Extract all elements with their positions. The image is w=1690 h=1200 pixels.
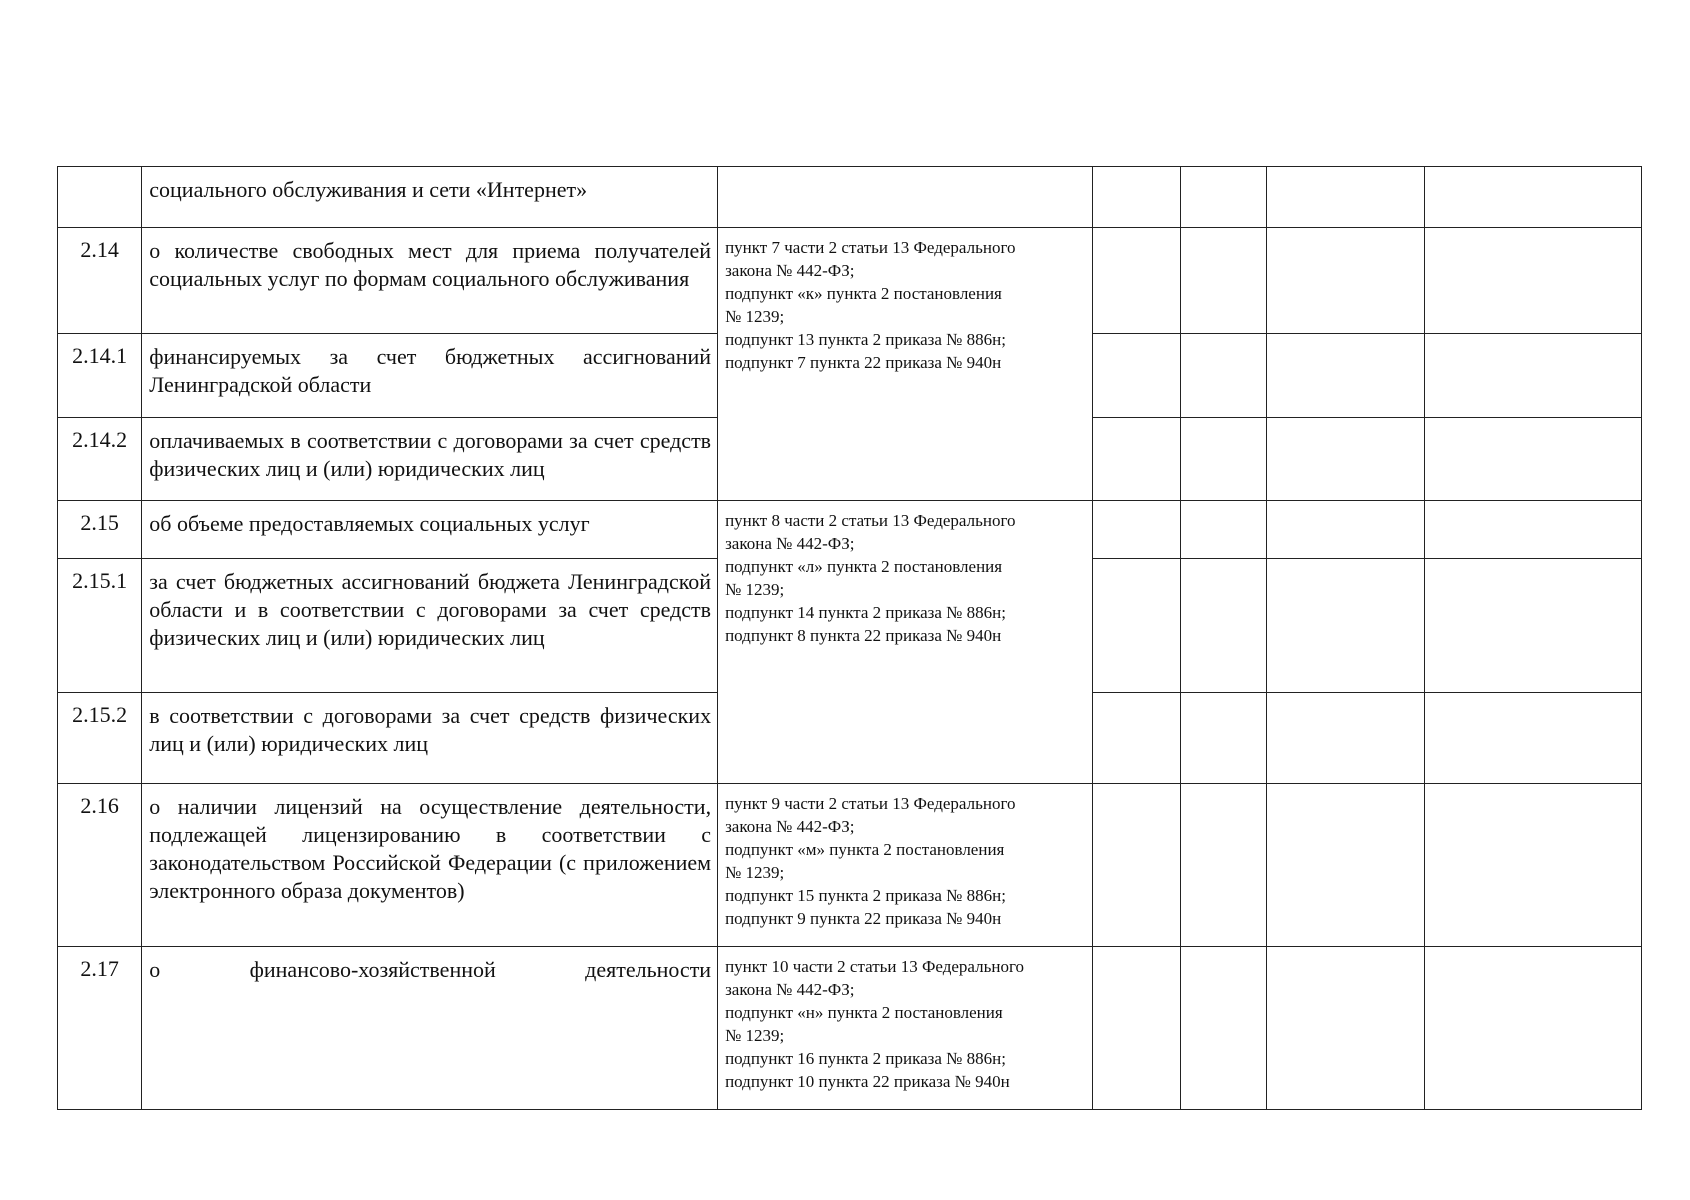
table-row xyxy=(58,228,1642,334)
item-description-cell xyxy=(142,947,718,1110)
item-description: социального обслуживания и сети «Интернет» xyxy=(149,177,588,202)
empty-cell xyxy=(1180,334,1266,418)
empty-cell xyxy=(1180,693,1266,784)
empty-cell xyxy=(1180,784,1266,947)
item-number-cell xyxy=(58,334,142,418)
item-description: о наличии лицензий на осуществление деятельности, подлежащей лицензированию в соответствии с законодательством Российской Федерации (с приложением электронного образа документов) xyxy=(149,794,712,903)
empty-cell xyxy=(1093,501,1180,559)
empty-cell xyxy=(1266,559,1425,693)
item-number-cell xyxy=(58,228,142,334)
item-description: о количестве свободных мест для приема получателей социальных услуг по формам социального обслуживания xyxy=(149,238,712,291)
empty-cell xyxy=(1425,784,1642,947)
legal-basis-text: пункт 9 части 2 статьи 13 Федерального закона № 442-ФЗ; подпункт «м» пункта 2 постановления № 1239; подпункт 15 пункта 2 приказа № 886н; подпункт 9 пункта 22 приказа № 940н xyxy=(725,794,1016,928)
item-description: оплачиваемых в соответствии с договорами за счет средств физических лиц и (или) юридических лиц xyxy=(149,428,712,481)
item-number: 2.15 xyxy=(80,510,119,535)
item-description-cell xyxy=(142,167,718,228)
item-description-cell xyxy=(142,693,718,784)
item-number: 2.14.2 xyxy=(72,427,128,452)
empty-cell xyxy=(1266,693,1425,784)
table-row xyxy=(58,947,1642,1110)
item-description-cell xyxy=(142,501,718,559)
item-number: 2.15.2 xyxy=(72,702,128,727)
empty-cell xyxy=(1180,947,1266,1110)
table-row xyxy=(58,167,1642,228)
item-number-cell xyxy=(58,501,142,559)
empty-cell xyxy=(1093,693,1180,784)
item-number: 2.14 xyxy=(80,237,119,262)
empty-cell xyxy=(1425,334,1642,418)
empty-cell xyxy=(1425,693,1642,784)
item-number: 2.17 xyxy=(80,956,119,981)
legal-basis-text: пункт 8 части 2 статьи 13 Федерального закона № 442-ФЗ; подпункт «л» пункта 2 постановления № 1239; подпункт 14 пункта 2 приказа № 886н; подпункт 8 пункта 22 приказа № 940н xyxy=(725,511,1016,645)
legal-basis-cell xyxy=(718,501,1093,784)
item-description-cell xyxy=(142,334,718,418)
empty-cell xyxy=(1266,334,1425,418)
requirements-table xyxy=(57,166,1642,1110)
empty-cell xyxy=(1093,559,1180,693)
empty-cell xyxy=(1180,418,1266,501)
item-number-cell xyxy=(58,418,142,501)
empty-cell xyxy=(1425,559,1642,693)
empty-cell xyxy=(1425,418,1642,501)
empty-cell xyxy=(1180,559,1266,693)
legal-basis-cell xyxy=(718,947,1093,1110)
item-number-cell xyxy=(58,947,142,1110)
item-number: 2.14.1 xyxy=(72,343,128,368)
table-row xyxy=(58,784,1642,947)
item-description: за счет бюджетных ассигнований бюджета Ленинградской области и в соответствии с договорами за счет средств физических лиц и (или) юридических лиц xyxy=(149,569,712,650)
item-number-cell xyxy=(58,693,142,784)
item-description-cell xyxy=(142,228,718,334)
empty-cell xyxy=(1266,167,1425,228)
item-description-cell xyxy=(142,784,718,947)
empty-cell xyxy=(1266,947,1425,1110)
legal-basis-cell xyxy=(718,167,1093,228)
empty-cell xyxy=(1425,501,1642,559)
empty-cell xyxy=(1266,501,1425,559)
empty-cell xyxy=(1180,167,1266,228)
empty-cell xyxy=(1180,228,1266,334)
empty-cell xyxy=(1093,167,1180,228)
empty-cell xyxy=(1266,784,1425,947)
item-description: финансируемых за счет бюджетных ассигнований Ленинградской области xyxy=(149,344,712,397)
item-number-cell xyxy=(58,784,142,947)
legal-basis-text: пункт 7 части 2 статьи 13 Федерального закона № 442-ФЗ; подпункт «к» пункта 2 постановления № 1239; подпункт 13 пункта 2 приказа № 886н; подпункт 7 пункта 22 приказа № 940н xyxy=(725,238,1016,372)
item-number: 2.15.1 xyxy=(72,568,128,593)
empty-cell xyxy=(1425,228,1642,334)
legal-basis-cell xyxy=(718,784,1093,947)
empty-cell xyxy=(1425,947,1642,1110)
empty-cell xyxy=(1093,334,1180,418)
legal-basis-text: пункт 10 части 2 статьи 13 Федерального закона № 442-ФЗ; подпункт «н» пункта 2 постановления № 1239; подпункт 16 пункта 2 приказа № 886н; подпункт 10 пункта 22 приказа № 940н xyxy=(725,957,1024,1091)
item-description-cell xyxy=(142,418,718,501)
legal-basis-cell xyxy=(718,228,1093,501)
item-description: о финансово-хозяйственной деятельности xyxy=(149,957,712,982)
empty-cell xyxy=(1093,947,1180,1110)
item-number-cell xyxy=(58,559,142,693)
empty-cell xyxy=(1093,784,1180,947)
item-number: 2.16 xyxy=(80,793,119,818)
item-description-cell xyxy=(142,559,718,693)
empty-cell xyxy=(1093,228,1180,334)
table-row xyxy=(58,501,1642,559)
item-number-cell xyxy=(58,167,142,228)
empty-cell xyxy=(1425,167,1642,228)
empty-cell xyxy=(1266,228,1425,334)
item-description: об объеме предоставляемых социальных услуг xyxy=(149,511,590,536)
empty-cell xyxy=(1266,418,1425,501)
empty-cell xyxy=(1180,501,1266,559)
item-description: в соответствии с договорами за счет средств физических лиц и (или) юридических лиц xyxy=(149,703,712,756)
empty-cell xyxy=(1093,418,1180,501)
